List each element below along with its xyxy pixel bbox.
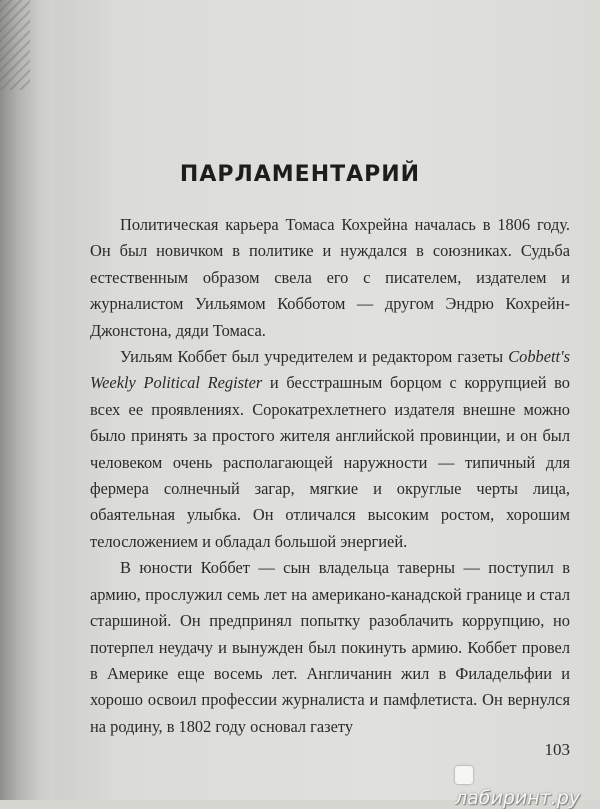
paragraph <box>90 212 570 344</box>
paragraph-text: Уильям Коббет был учредителем и редактором газеты <box>120 347 509 367</box>
chapter-heading: ПАРЛАМЕНТАРИЙ <box>179 162 421 187</box>
paragraph <box>90 555 570 740</box>
watermark <box>455 765 600 809</box>
facing-page-edge <box>0 0 30 90</box>
paragraph-text: и бесстрашным борцом с коррупцией во всех ее проявлениях. Сорокатрехлетнего издателя внешне можно было принять за простого жителя английской провинции, и он был человеком очень располагающей наружности — типичный для фермера солнечный загар, мягкие и округлые черты лица, обаятельная улыбка. Он отличался высоким ростом, хорошим телосложением и обладал большой энергией. <box>90 373 570 551</box>
body-text <box>90 212 570 740</box>
labirint-logo-icon <box>455 766 473 784</box>
book-spine-shadow <box>0 0 55 800</box>
italic-text: Cobbett's Weekly Political Register <box>90 347 570 393</box>
paragraph-text: В юности Коббет — сын владельца таверны — поступил в армию, прослужил семь лет на американо-канадской границе и стал старшиной. Он предпринял попытку разоблачить коррупцию, но потерпел неудачу и вынужден был покинуть армию. Коббет провел в Америке еще восемь лет. Англичанин жил в Филадельфии и хорошо освоил профессии журналиста и памфлетиста. Он вернулся на родину, в 1802 году основал газету <box>90 558 570 736</box>
page-number: 103 <box>544 740 570 759</box>
paragraph-text: Политическая карьера Томаса Кохрейна началась в 1806 году. Он был новичком в политике и нуждался в союзниках. Судьба естественным образом свела его с писателем, издателем и журналистом Уильямом Кобботом — другом Эндрю Кохрейн-Джонстона, дяди Томаса. <box>90 215 570 340</box>
paragraph <box>90 344 570 555</box>
watermark-text: лабиринт.ру <box>455 787 581 809</box>
